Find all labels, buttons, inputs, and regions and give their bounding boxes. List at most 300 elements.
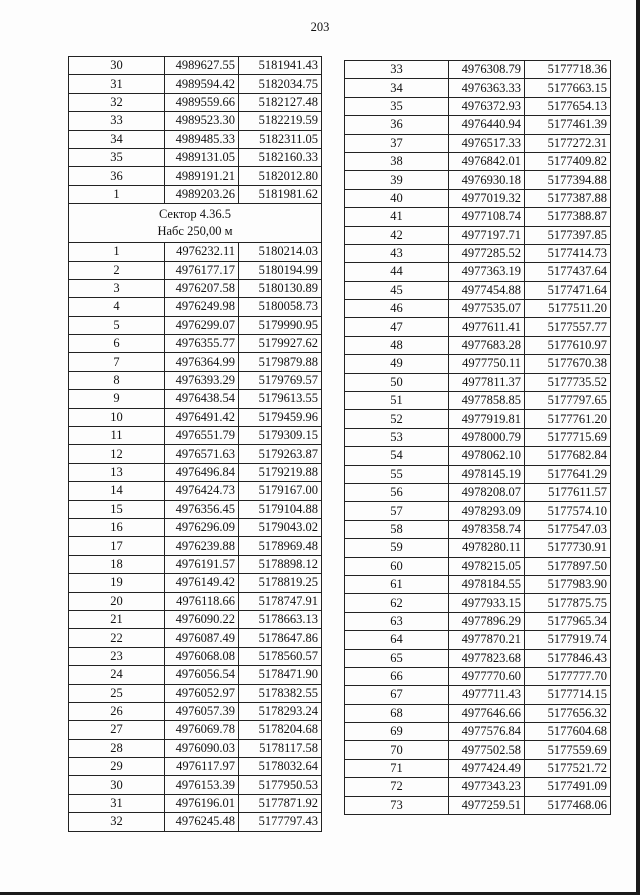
x-coordinate-cell: 4977858.85	[449, 392, 525, 410]
table-row	[69, 243, 322, 261]
x-coordinate-cell: 4977823.68	[449, 649, 525, 667]
x-coordinate-cell: 4989627.55	[165, 57, 239, 75]
table-row	[69, 130, 322, 148]
x-coordinate-cell: 4976355.77	[165, 335, 239, 353]
y-coordinate-cell: 5179990.95	[239, 316, 322, 334]
y-coordinate-cell: 5177950.53	[239, 776, 322, 794]
point-number-cell: 27	[69, 721, 165, 739]
x-coordinate-cell: 4977750.11	[449, 355, 525, 373]
y-coordinate-cell: 5182160.33	[239, 148, 322, 166]
table-row	[345, 171, 611, 189]
point-number-cell: 54	[345, 447, 449, 465]
y-coordinate-cell: 5177394.88	[525, 171, 611, 189]
table-row	[69, 813, 322, 831]
point-number-cell: 56	[345, 483, 449, 501]
table-row	[69, 555, 322, 573]
point-number-cell: 20	[69, 592, 165, 610]
table-row	[69, 316, 322, 334]
x-coordinate-cell: 4977896.29	[449, 612, 525, 630]
table-row	[345, 355, 611, 373]
table-row	[345, 97, 611, 115]
x-coordinate-cell: 4976090.22	[165, 610, 239, 628]
table-row	[69, 684, 322, 702]
x-coordinate-cell: 4976177.17	[165, 261, 239, 279]
sector-subtitle: Набс 250,00 м	[157, 224, 233, 239]
x-coordinate-cell: 4977535.07	[449, 300, 525, 318]
y-coordinate-cell: 5178293.24	[239, 702, 322, 720]
point-number-cell: 50	[345, 373, 449, 391]
point-number-cell: 26	[69, 702, 165, 720]
x-coordinate-cell: 4976117.97	[165, 758, 239, 776]
y-coordinate-cell: 5180058.73	[239, 298, 322, 316]
table-row	[69, 167, 322, 185]
x-coordinate-cell: 4976299.07	[165, 316, 239, 334]
y-coordinate-cell: 5181941.43	[239, 57, 322, 75]
table-row	[345, 502, 611, 520]
x-coordinate-cell: 4978215.05	[449, 557, 525, 575]
table-row	[69, 335, 322, 353]
x-coordinate-cell: 4976068.08	[165, 647, 239, 665]
y-coordinate-cell: 5181981.62	[239, 185, 322, 203]
y-coordinate-cell: 5177387.88	[525, 189, 611, 207]
y-coordinate-cell: 5180130.89	[239, 279, 322, 297]
x-coordinate-cell: 4978280.11	[449, 539, 525, 557]
x-coordinate-cell: 4989594.42	[165, 75, 239, 93]
point-number-cell: 37	[345, 134, 449, 152]
point-number-cell: 38	[345, 152, 449, 170]
x-coordinate-cell: 4976424.73	[165, 482, 239, 500]
table-row	[345, 631, 611, 649]
y-coordinate-cell: 5177272.31	[525, 134, 611, 152]
y-coordinate-cell: 5178560.57	[239, 647, 322, 665]
x-coordinate-cell: 4977933.15	[449, 594, 525, 612]
y-coordinate-cell: 5177610.97	[525, 336, 611, 354]
table-row	[345, 410, 611, 428]
x-coordinate-cell: 4989191.21	[165, 167, 239, 185]
x-coordinate-cell: 4977424.49	[449, 759, 525, 777]
point-number-cell: 41	[345, 208, 449, 226]
y-coordinate-cell: 5177663.15	[525, 79, 611, 97]
point-number-cell: 49	[345, 355, 449, 373]
point-number-cell: 44	[345, 263, 449, 281]
point-number-cell: 70	[345, 741, 449, 759]
y-coordinate-cell: 5177656.32	[525, 704, 611, 722]
y-coordinate-cell: 5179459.96	[239, 408, 322, 426]
table-row	[345, 281, 611, 299]
table-row	[345, 741, 611, 759]
point-number-cell: 60	[345, 557, 449, 575]
table-row	[69, 758, 322, 776]
point-number-cell: 57	[345, 502, 449, 520]
y-coordinate-cell: 5177965.34	[525, 612, 611, 630]
y-coordinate-cell: 5177670.38	[525, 355, 611, 373]
table-row	[69, 463, 322, 481]
x-coordinate-cell: 4978184.55	[449, 575, 525, 593]
y-coordinate-cell: 5178747.91	[239, 592, 322, 610]
x-coordinate-cell: 4976438.54	[165, 390, 239, 408]
y-coordinate-cell: 5177414.73	[525, 244, 611, 262]
table-row	[69, 353, 322, 371]
point-number-cell: 15	[69, 500, 165, 518]
point-number-cell: 1	[69, 243, 165, 261]
table-row	[69, 93, 322, 111]
point-number-cell: 48	[345, 336, 449, 354]
point-number-cell: 1	[69, 185, 165, 203]
table-row	[345, 796, 611, 814]
y-coordinate-cell: 5178969.48	[239, 537, 322, 555]
y-coordinate-cell: 5177714.15	[525, 686, 611, 704]
table-row	[345, 189, 611, 207]
x-coordinate-cell: 4976372.93	[449, 97, 525, 115]
y-coordinate-cell: 5177511.20	[525, 300, 611, 318]
point-number-cell: 2	[69, 261, 165, 279]
point-number-cell: 34	[69, 130, 165, 148]
x-coordinate-cell: 4977502.58	[449, 741, 525, 759]
y-coordinate-cell: 5177871.92	[239, 794, 322, 812]
x-coordinate-cell: 4976232.11	[165, 243, 239, 261]
x-coordinate-cell: 4978062.10	[449, 447, 525, 465]
y-coordinate-cell: 5177797.43	[239, 813, 322, 831]
y-coordinate-cell: 5179927.62	[239, 335, 322, 353]
point-number-cell: 35	[69, 148, 165, 166]
x-coordinate-cell: 4977646.66	[449, 704, 525, 722]
x-coordinate-cell: 4976393.29	[165, 371, 239, 389]
y-coordinate-cell: 5179613.55	[239, 390, 322, 408]
point-number-cell: 6	[69, 335, 165, 353]
table-row	[69, 592, 322, 610]
point-number-cell: 30	[69, 776, 165, 794]
x-coordinate-cell: 4989559.66	[165, 93, 239, 111]
point-number-cell: 5	[69, 316, 165, 334]
page-edge-right	[636, 0, 640, 895]
x-coordinate-cell: 4977611.41	[449, 318, 525, 336]
point-number-cell: 33	[69, 112, 165, 130]
table-row	[345, 686, 611, 704]
point-number-cell: 71	[345, 759, 449, 777]
y-coordinate-cell: 5177641.29	[525, 465, 611, 483]
x-coordinate-cell: 4977919.81	[449, 410, 525, 428]
point-number-cell: 12	[69, 445, 165, 463]
y-coordinate-cell: 5177897.50	[525, 557, 611, 575]
sector-header-row	[69, 204, 322, 243]
point-number-cell: 9	[69, 390, 165, 408]
x-coordinate-cell: 4976118.66	[165, 592, 239, 610]
y-coordinate-cell: 5178647.86	[239, 629, 322, 647]
sector-title: Сектор 4.36.5	[158, 207, 232, 222]
x-coordinate-cell: 4976239.88	[165, 537, 239, 555]
y-coordinate-cell: 5177735.52	[525, 373, 611, 391]
table-row	[345, 226, 611, 244]
x-coordinate-cell: 4977108.74	[449, 208, 525, 226]
table-row	[69, 537, 322, 555]
y-coordinate-cell: 5182034.75	[239, 75, 322, 93]
table-row	[345, 557, 611, 575]
point-number-cell: 19	[69, 574, 165, 592]
x-coordinate-cell: 4976363.33	[449, 79, 525, 97]
y-coordinate-cell: 5178117.58	[239, 739, 322, 757]
point-number-cell: 8	[69, 371, 165, 389]
x-coordinate-cell: 4976196.01	[165, 794, 239, 812]
table-row	[345, 208, 611, 226]
x-coordinate-cell: 4976930.18	[449, 171, 525, 189]
point-number-cell: 13	[69, 463, 165, 481]
x-coordinate-cell: 4976245.48	[165, 813, 239, 831]
table-row	[345, 263, 611, 281]
table-row	[345, 116, 611, 134]
table-row	[69, 721, 322, 739]
y-coordinate-cell: 5177797.65	[525, 392, 611, 410]
y-coordinate-cell: 5178663.13	[239, 610, 322, 628]
y-coordinate-cell: 5179309.15	[239, 427, 322, 445]
table-row	[345, 649, 611, 667]
x-coordinate-cell: 4977363.19	[449, 263, 525, 281]
table-row	[345, 318, 611, 336]
y-coordinate-cell: 5177715.69	[525, 428, 611, 446]
x-coordinate-cell: 4977259.51	[449, 796, 525, 814]
x-coordinate-cell: 4989203.26	[165, 185, 239, 203]
point-number-cell: 31	[69, 75, 165, 93]
point-number-cell: 69	[345, 723, 449, 741]
point-number-cell: 36	[345, 116, 449, 134]
y-coordinate-cell: 5177718.36	[525, 61, 611, 79]
x-coordinate-cell: 4977711.43	[449, 686, 525, 704]
table-row	[69, 390, 322, 408]
point-number-cell: 30	[69, 57, 165, 75]
table-row	[345, 61, 611, 79]
point-number-cell: 32	[69, 93, 165, 111]
y-coordinate-cell: 5179167.00	[239, 482, 322, 500]
page-number: 203	[310, 20, 330, 34]
point-number-cell: 32	[69, 813, 165, 831]
table-row	[69, 371, 322, 389]
point-number-cell: 23	[69, 647, 165, 665]
y-coordinate-cell: 5177875.75	[525, 594, 611, 612]
y-coordinate-cell: 5179104.88	[239, 500, 322, 518]
point-number-cell: 67	[345, 686, 449, 704]
table-row	[69, 574, 322, 592]
point-number-cell: 53	[345, 428, 449, 446]
x-coordinate-cell: 4976090.03	[165, 739, 239, 757]
y-coordinate-cell: 5177437.64	[525, 263, 611, 281]
point-number-cell: 58	[345, 520, 449, 538]
point-number-cell: 65	[345, 649, 449, 667]
x-coordinate-cell: 4976491.42	[165, 408, 239, 426]
table-row	[69, 518, 322, 536]
y-coordinate-cell: 5177761.20	[525, 410, 611, 428]
x-coordinate-cell: 4976517.33	[449, 134, 525, 152]
x-coordinate-cell: 4978358.74	[449, 520, 525, 538]
x-coordinate-cell: 4976356.45	[165, 500, 239, 518]
table-row	[345, 465, 611, 483]
point-number-cell: 29	[69, 758, 165, 776]
table-row	[69, 408, 322, 426]
y-coordinate-cell: 5180194.99	[239, 261, 322, 279]
point-number-cell: 28	[69, 739, 165, 757]
point-number-cell: 52	[345, 410, 449, 428]
point-number-cell: 68	[345, 704, 449, 722]
y-coordinate-cell: 5177409.82	[525, 152, 611, 170]
table-row	[345, 373, 611, 391]
y-coordinate-cell: 5178382.55	[239, 684, 322, 702]
point-number-cell: 35	[345, 97, 449, 115]
point-number-cell: 62	[345, 594, 449, 612]
x-coordinate-cell: 4976440.94	[449, 116, 525, 134]
table-row	[69, 185, 322, 203]
point-number-cell: 42	[345, 226, 449, 244]
point-number-cell: 47	[345, 318, 449, 336]
y-coordinate-cell: 5177388.87	[525, 208, 611, 226]
x-coordinate-cell: 4989131.05	[165, 148, 239, 166]
y-coordinate-cell: 5177682.84	[525, 447, 611, 465]
x-coordinate-cell: 4977770.60	[449, 667, 525, 685]
y-coordinate-cell: 5182127.48	[239, 93, 322, 111]
y-coordinate-cell: 5177471.64	[525, 281, 611, 299]
x-coordinate-cell: 4976249.98	[165, 298, 239, 316]
table-row	[69, 629, 322, 647]
table-row	[345, 667, 611, 685]
y-coordinate-cell: 5177919.74	[525, 631, 611, 649]
table-row	[69, 445, 322, 463]
y-coordinate-cell: 5178032.64	[239, 758, 322, 776]
x-coordinate-cell: 4978208.07	[449, 483, 525, 501]
table-row	[69, 427, 322, 445]
table-row	[345, 447, 611, 465]
x-coordinate-cell: 4977454.88	[449, 281, 525, 299]
x-coordinate-cell: 4989485.33	[165, 130, 239, 148]
table-row	[69, 261, 322, 279]
y-coordinate-cell: 5177461.39	[525, 116, 611, 134]
y-coordinate-cell: 5177574.10	[525, 502, 611, 520]
point-number-cell: 21	[69, 610, 165, 628]
table-row	[345, 79, 611, 97]
table-row	[345, 723, 611, 741]
table-row	[345, 300, 611, 318]
x-coordinate-cell: 4976069.78	[165, 721, 239, 739]
point-number-cell: 45	[345, 281, 449, 299]
point-number-cell: 14	[69, 482, 165, 500]
point-number-cell: 61	[345, 575, 449, 593]
table-row	[345, 539, 611, 557]
point-number-cell: 40	[345, 189, 449, 207]
x-coordinate-cell: 4978293.09	[449, 502, 525, 520]
table-row	[69, 148, 322, 166]
x-coordinate-cell: 4989523.30	[165, 112, 239, 130]
x-coordinate-cell: 4977343.23	[449, 778, 525, 796]
y-coordinate-cell: 5178204.68	[239, 721, 322, 739]
point-number-cell: 51	[345, 392, 449, 410]
x-coordinate-cell: 4976052.97	[165, 684, 239, 702]
point-number-cell: 24	[69, 666, 165, 684]
x-coordinate-cell: 4977576.84	[449, 723, 525, 741]
y-coordinate-cell: 5182311.05	[239, 130, 322, 148]
point-number-cell: 55	[345, 465, 449, 483]
table-row	[69, 298, 322, 316]
coordinates-table-left	[68, 56, 322, 832]
y-coordinate-cell: 5178471.90	[239, 666, 322, 684]
table-row	[69, 647, 322, 665]
y-coordinate-cell: 5179043.02	[239, 518, 322, 536]
table-row	[69, 482, 322, 500]
x-coordinate-cell: 4976308.79	[449, 61, 525, 79]
x-coordinate-cell: 4976296.09	[165, 518, 239, 536]
table-row	[345, 520, 611, 538]
x-coordinate-cell: 4977683.28	[449, 336, 525, 354]
x-coordinate-cell: 4976364.99	[165, 353, 239, 371]
x-coordinate-cell: 4976191.57	[165, 555, 239, 573]
point-number-cell: 72	[345, 778, 449, 796]
point-number-cell: 17	[69, 537, 165, 555]
y-coordinate-cell: 5177557.77	[525, 318, 611, 336]
x-coordinate-cell: 4976207.58	[165, 279, 239, 297]
table-row	[345, 152, 611, 170]
y-coordinate-cell: 5180214.03	[239, 243, 322, 261]
table-row	[69, 666, 322, 684]
x-coordinate-cell: 4977197.71	[449, 226, 525, 244]
point-number-cell: 16	[69, 518, 165, 536]
point-number-cell: 7	[69, 353, 165, 371]
point-number-cell: 33	[345, 61, 449, 79]
point-number-cell: 22	[69, 629, 165, 647]
coordinates-table-right	[344, 60, 611, 815]
point-number-cell: 66	[345, 667, 449, 685]
x-coordinate-cell: 4976087.49	[165, 629, 239, 647]
y-coordinate-cell: 5177521.72	[525, 759, 611, 777]
y-coordinate-cell: 5177468.06	[525, 796, 611, 814]
table-row	[69, 279, 322, 297]
x-coordinate-cell: 4978000.79	[449, 428, 525, 446]
x-coordinate-cell: 4977870.21	[449, 631, 525, 649]
x-coordinate-cell: 4978145.19	[449, 465, 525, 483]
y-coordinate-cell: 5177491.09	[525, 778, 611, 796]
table-row	[69, 75, 322, 93]
y-coordinate-cell: 5177846.43	[525, 649, 611, 667]
point-number-cell: 64	[345, 631, 449, 649]
table-row	[69, 57, 322, 75]
sector-header-cell	[69, 204, 322, 243]
table-row	[345, 428, 611, 446]
y-coordinate-cell: 5177611.57	[525, 483, 611, 501]
table-row	[345, 336, 611, 354]
table-row	[345, 594, 611, 612]
table-row	[69, 500, 322, 518]
point-number-cell: 43	[345, 244, 449, 262]
x-coordinate-cell: 4977019.32	[449, 189, 525, 207]
y-coordinate-cell: 5177397.85	[525, 226, 611, 244]
y-coordinate-cell: 5177604.68	[525, 723, 611, 741]
table-row	[345, 612, 611, 630]
point-number-cell: 11	[69, 427, 165, 445]
table-row	[345, 759, 611, 777]
point-number-cell: 25	[69, 684, 165, 702]
x-coordinate-cell: 4976149.42	[165, 574, 239, 592]
y-coordinate-cell: 5179219.88	[239, 463, 322, 481]
table-row	[69, 702, 322, 720]
y-coordinate-cell: 5177777.70	[525, 667, 611, 685]
y-coordinate-cell: 5182219.59	[239, 112, 322, 130]
point-number-cell: 59	[345, 539, 449, 557]
y-coordinate-cell: 5179879.88	[239, 353, 322, 371]
table-row	[345, 392, 611, 410]
point-number-cell: 10	[69, 408, 165, 426]
table-row	[69, 739, 322, 757]
point-number-cell: 3	[69, 279, 165, 297]
y-coordinate-cell: 5177983.90	[525, 575, 611, 593]
x-coordinate-cell: 4977285.52	[449, 244, 525, 262]
x-coordinate-cell: 4976551.79	[165, 427, 239, 445]
point-number-cell: 31	[69, 794, 165, 812]
point-number-cell: 34	[345, 79, 449, 97]
x-coordinate-cell: 4976842.01	[449, 152, 525, 170]
